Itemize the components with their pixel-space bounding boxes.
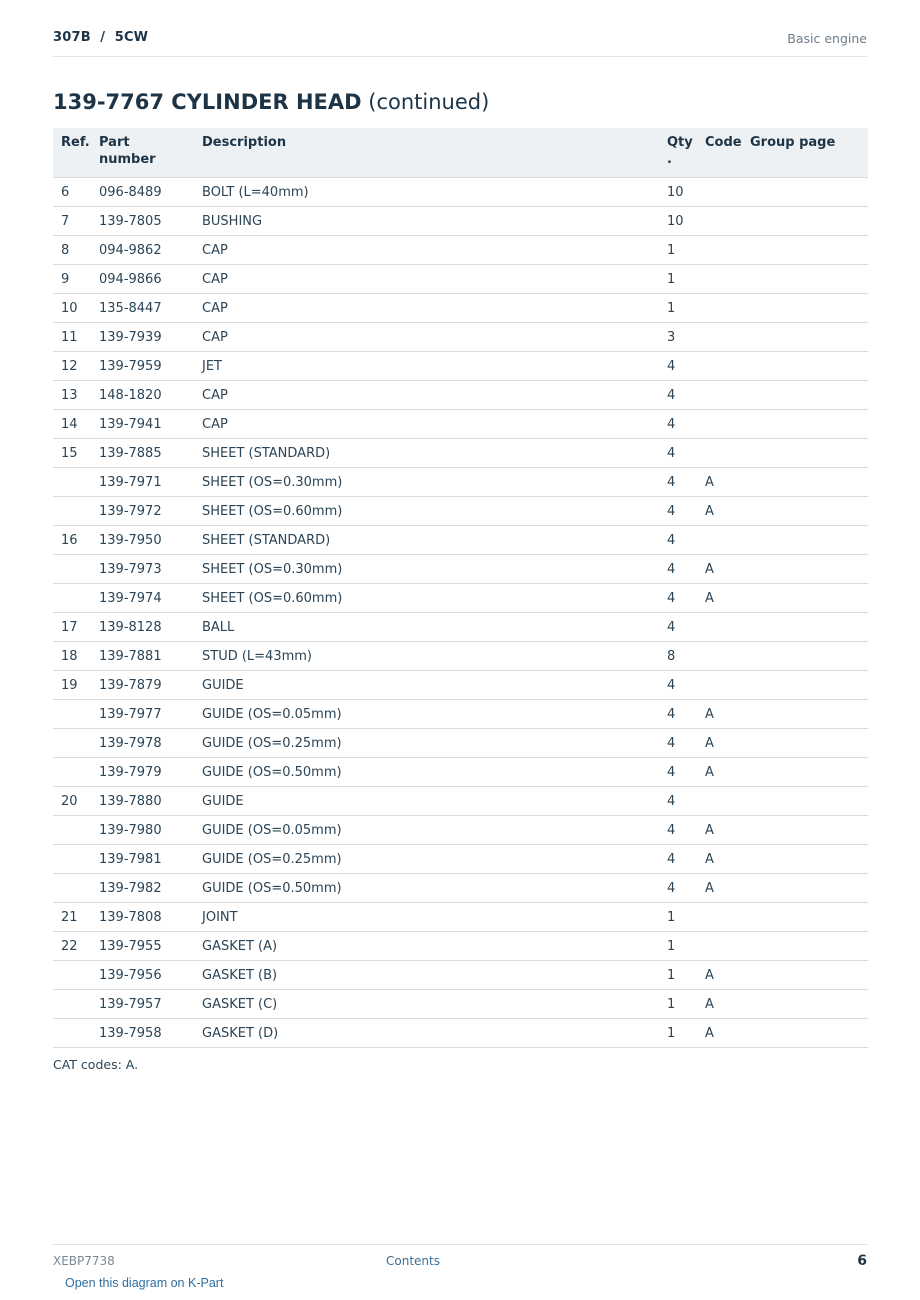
qty-cell: 3 bbox=[659, 323, 697, 352]
table-row bbox=[53, 613, 868, 642]
ref-cell bbox=[53, 555, 91, 584]
code-cell bbox=[697, 207, 742, 236]
ref-cell bbox=[53, 758, 91, 787]
description-cell: GUIDE (OS=0.25mm) bbox=[194, 729, 659, 758]
table-row bbox=[53, 497, 868, 526]
code-cell bbox=[697, 439, 742, 468]
ref-cell bbox=[53, 990, 91, 1019]
description-cell: SHEET (OS=0.30mm) bbox=[194, 555, 659, 584]
ref-cell bbox=[53, 845, 91, 874]
group-page-cell bbox=[742, 236, 868, 265]
table-row bbox=[53, 671, 868, 700]
part-number-cell: 139-7808 bbox=[91, 903, 194, 932]
table-header-row bbox=[53, 128, 868, 178]
group-page-cell bbox=[742, 961, 868, 990]
part-number-cell: 139-7974 bbox=[91, 584, 194, 613]
part-number-cell: 139-7980 bbox=[91, 816, 194, 845]
code-cell: A bbox=[697, 758, 742, 787]
table-row bbox=[53, 265, 868, 294]
qty-cell: 4 bbox=[659, 700, 697, 729]
group-page-cell bbox=[742, 584, 868, 613]
ref-cell: 21 bbox=[53, 903, 91, 932]
qty-cell: 4 bbox=[659, 787, 697, 816]
title-suffix: (continued) bbox=[368, 90, 490, 114]
description-cell: GASKET (C) bbox=[194, 990, 659, 1019]
table-row bbox=[53, 207, 868, 236]
ref-cell bbox=[53, 874, 91, 903]
code-cell bbox=[697, 787, 742, 816]
ref-cell: 14 bbox=[53, 410, 91, 439]
table-row bbox=[53, 555, 868, 584]
part-number-cell: 139-7881 bbox=[91, 642, 194, 671]
group-page-cell bbox=[742, 410, 868, 439]
group-page-cell bbox=[742, 497, 868, 526]
description-cell: GASKET (D) bbox=[194, 1019, 659, 1048]
page-title bbox=[53, 90, 489, 114]
group-page-cell bbox=[742, 555, 868, 584]
description-cell: GASKET (B) bbox=[194, 961, 659, 990]
part-number-cell: 094-9866 bbox=[91, 265, 194, 294]
description-cell: CAP bbox=[194, 381, 659, 410]
group-page-cell bbox=[742, 468, 868, 497]
group-page-cell bbox=[742, 932, 868, 961]
code-cell: A bbox=[697, 497, 742, 526]
col-code-header: Code bbox=[697, 128, 742, 178]
group-page-cell bbox=[742, 352, 868, 381]
page-number: 6 bbox=[857, 1253, 867, 1269]
part-number-cell: 139-7885 bbox=[91, 439, 194, 468]
part-number-cell: 139-7982 bbox=[91, 874, 194, 903]
code-cell: A bbox=[697, 816, 742, 845]
description-cell: SHEET (STANDARD) bbox=[194, 439, 659, 468]
code-cell: A bbox=[697, 990, 742, 1019]
table-row bbox=[53, 352, 868, 381]
group-page-cell bbox=[742, 381, 868, 410]
part-number-cell: 139-7957 bbox=[91, 990, 194, 1019]
description-cell: GUIDE bbox=[194, 787, 659, 816]
part-number-cell: 139-7972 bbox=[91, 497, 194, 526]
group-page-cell bbox=[742, 1019, 868, 1048]
ref-cell bbox=[53, 1019, 91, 1048]
section-label: Basic engine bbox=[787, 31, 867, 46]
qty-cell: 4 bbox=[659, 758, 697, 787]
code-cell: A bbox=[697, 845, 742, 874]
description-cell: SHEET (OS=0.60mm) bbox=[194, 497, 659, 526]
code-cell: A bbox=[697, 1019, 742, 1048]
col-part-header: Part number bbox=[91, 128, 194, 178]
qty-cell: 1 bbox=[659, 990, 697, 1019]
table-row bbox=[53, 903, 868, 932]
col-ref-header: Ref. bbox=[53, 128, 91, 178]
group-page-cell bbox=[742, 845, 868, 874]
qty-cell: 1 bbox=[659, 265, 697, 294]
table-row bbox=[53, 816, 868, 845]
qty-cell: 4 bbox=[659, 526, 697, 555]
parts-table-body bbox=[53, 178, 868, 1048]
qty-cell: 4 bbox=[659, 729, 697, 758]
group-page-cell bbox=[742, 265, 868, 294]
qty-cell: 4 bbox=[659, 555, 697, 584]
part-number-cell: 139-7950 bbox=[91, 526, 194, 555]
ref-cell bbox=[53, 816, 91, 845]
description-cell: GUIDE (OS=0.25mm) bbox=[194, 845, 659, 874]
description-cell: GUIDE (OS=0.50mm) bbox=[194, 874, 659, 903]
col-qty-header: Qty . bbox=[659, 128, 697, 178]
group-page-cell bbox=[742, 729, 868, 758]
table-row bbox=[53, 758, 868, 787]
part-number-cell: 139-7805 bbox=[91, 207, 194, 236]
group-page-cell bbox=[742, 613, 868, 642]
part-number-cell: 096-8489 bbox=[91, 178, 194, 207]
part-number-cell: 139-7977 bbox=[91, 700, 194, 729]
kpart-link[interactable]: Open this diagram on K-Part bbox=[65, 1276, 224, 1290]
code-cell bbox=[697, 352, 742, 381]
ref-cell: 13 bbox=[53, 381, 91, 410]
part-number-cell: 139-7941 bbox=[91, 410, 194, 439]
ref-cell bbox=[53, 497, 91, 526]
part-number-cell: 139-7956 bbox=[91, 961, 194, 990]
ref-cell: 9 bbox=[53, 265, 91, 294]
part-number-cell: 139-7939 bbox=[91, 323, 194, 352]
group-page-cell bbox=[742, 642, 868, 671]
part-number-cell: 139-7978 bbox=[91, 729, 194, 758]
group-page-cell bbox=[742, 787, 868, 816]
ref-cell bbox=[53, 584, 91, 613]
col-desc-header: Description bbox=[194, 128, 659, 178]
part-number-cell: 139-7958 bbox=[91, 1019, 194, 1048]
title-part: 139-7767 CYLINDER HEAD bbox=[53, 90, 362, 114]
document-id: XEBP7738 bbox=[53, 1254, 115, 1268]
table-row bbox=[53, 323, 868, 352]
qty-cell: 4 bbox=[659, 497, 697, 526]
description-cell: GUIDE bbox=[194, 671, 659, 700]
description-cell: JOINT bbox=[194, 903, 659, 932]
part-number-cell: 135-8447 bbox=[91, 294, 194, 323]
description-cell: SHEET (OS=0.60mm) bbox=[194, 584, 659, 613]
group-page-cell bbox=[742, 671, 868, 700]
qty-cell: 1 bbox=[659, 236, 697, 265]
group-page-cell bbox=[742, 758, 868, 787]
code-cell bbox=[697, 671, 742, 700]
group-page-cell bbox=[742, 816, 868, 845]
description-cell: BOLT (L=40mm) bbox=[194, 178, 659, 207]
qty-cell: 1 bbox=[659, 294, 697, 323]
ref-cell: 22 bbox=[53, 932, 91, 961]
qty-cell: 4 bbox=[659, 439, 697, 468]
part-number-cell: 139-7959 bbox=[91, 352, 194, 381]
code-cell bbox=[697, 236, 742, 265]
ref-cell: 19 bbox=[53, 671, 91, 700]
part-number-cell: 139-7955 bbox=[91, 932, 194, 961]
qty-cell: 1 bbox=[659, 932, 697, 961]
description-cell: STUD (L=43mm) bbox=[194, 642, 659, 671]
description-cell: CAP bbox=[194, 410, 659, 439]
group-page-cell bbox=[742, 990, 868, 1019]
code-cell bbox=[697, 323, 742, 352]
table-row bbox=[53, 729, 868, 758]
part-number-cell: 139-7971 bbox=[91, 468, 194, 497]
code-cell bbox=[697, 410, 742, 439]
qty-cell: 4 bbox=[659, 671, 697, 700]
code-cell bbox=[697, 642, 742, 671]
ref-cell: 17 bbox=[53, 613, 91, 642]
qty-cell: 4 bbox=[659, 381, 697, 410]
table-row bbox=[53, 526, 868, 555]
contents-link[interactable]: Contents bbox=[386, 1254, 440, 1268]
part-number-cell: 094-9862 bbox=[91, 236, 194, 265]
group-page-cell bbox=[742, 323, 868, 352]
table-row bbox=[53, 178, 868, 207]
description-cell: BUSHING bbox=[194, 207, 659, 236]
parts-table bbox=[53, 128, 868, 1048]
ref-cell: 8 bbox=[53, 236, 91, 265]
group-page-cell bbox=[742, 874, 868, 903]
table-row bbox=[53, 236, 868, 265]
ref-cell bbox=[53, 700, 91, 729]
qty-cell: 4 bbox=[659, 584, 697, 613]
code-cell bbox=[697, 381, 742, 410]
part-number-cell: 139-8128 bbox=[91, 613, 194, 642]
qty-cell: 1 bbox=[659, 961, 697, 990]
page-footer bbox=[53, 1244, 867, 1275]
part-number-cell: 139-7979 bbox=[91, 758, 194, 787]
code-cell: A bbox=[697, 729, 742, 758]
table-row bbox=[53, 410, 868, 439]
group-page-cell bbox=[742, 903, 868, 932]
ref-cell: 12 bbox=[53, 352, 91, 381]
code-cell: A bbox=[697, 468, 742, 497]
ref-cell: 18 bbox=[53, 642, 91, 671]
table-row bbox=[53, 642, 868, 671]
code-cell bbox=[697, 613, 742, 642]
group-page-cell bbox=[742, 526, 868, 555]
group-page-cell bbox=[742, 439, 868, 468]
table-row bbox=[53, 845, 868, 874]
code-cell bbox=[697, 178, 742, 207]
table-row bbox=[53, 787, 868, 816]
description-cell: GUIDE (OS=0.05mm) bbox=[194, 700, 659, 729]
qty-cell: 10 bbox=[659, 178, 697, 207]
qty-cell: 10 bbox=[659, 207, 697, 236]
description-cell: JET bbox=[194, 352, 659, 381]
description-cell: CAP bbox=[194, 294, 659, 323]
code-cell: A bbox=[697, 555, 742, 584]
qty-cell: 1 bbox=[659, 903, 697, 932]
cat-codes-note: CAT codes: A. bbox=[53, 1057, 139, 1072]
qty-cell: 4 bbox=[659, 410, 697, 439]
qty-cell: 8 bbox=[659, 642, 697, 671]
description-cell: CAP bbox=[194, 323, 659, 352]
group-page-cell bbox=[742, 700, 868, 729]
model-label: 307B / 5CW bbox=[53, 30, 149, 45]
part-number-cell: 139-7973 bbox=[91, 555, 194, 584]
ref-cell bbox=[53, 729, 91, 758]
ref-cell bbox=[53, 961, 91, 990]
qty-cell: 1 bbox=[659, 1019, 697, 1048]
code-cell: A bbox=[697, 700, 742, 729]
page-header bbox=[53, 28, 867, 57]
part-number-cell: 139-7981 bbox=[91, 845, 194, 874]
code-cell bbox=[697, 294, 742, 323]
table-row bbox=[53, 584, 868, 613]
qty-cell: 4 bbox=[659, 352, 697, 381]
table-row bbox=[53, 381, 868, 410]
ref-cell: 7 bbox=[53, 207, 91, 236]
code-cell bbox=[697, 903, 742, 932]
ref-cell: 6 bbox=[53, 178, 91, 207]
code-cell bbox=[697, 932, 742, 961]
description-cell: BALL bbox=[194, 613, 659, 642]
ref-cell: 20 bbox=[53, 787, 91, 816]
table-row bbox=[53, 439, 868, 468]
qty-cell: 4 bbox=[659, 816, 697, 845]
col-group-header: Group page bbox=[742, 128, 868, 178]
ref-cell bbox=[53, 468, 91, 497]
description-cell: CAP bbox=[194, 265, 659, 294]
ref-cell: 16 bbox=[53, 526, 91, 555]
qty-cell: 4 bbox=[659, 845, 697, 874]
group-page-cell bbox=[742, 294, 868, 323]
description-cell: GUIDE (OS=0.05mm) bbox=[194, 816, 659, 845]
code-cell: A bbox=[697, 874, 742, 903]
description-cell: GUIDE (OS=0.50mm) bbox=[194, 758, 659, 787]
part-number-cell: 148-1820 bbox=[91, 381, 194, 410]
ref-cell: 11 bbox=[53, 323, 91, 352]
table-row bbox=[53, 700, 868, 729]
table-row bbox=[53, 932, 868, 961]
description-cell: CAP bbox=[194, 236, 659, 265]
qty-cell: 4 bbox=[659, 874, 697, 903]
ref-cell: 15 bbox=[53, 439, 91, 468]
part-number-cell: 139-7880 bbox=[91, 787, 194, 816]
group-page-cell bbox=[742, 207, 868, 236]
code-cell bbox=[697, 265, 742, 294]
description-cell: GASKET (A) bbox=[194, 932, 659, 961]
group-page-cell bbox=[742, 178, 868, 207]
table-row bbox=[53, 294, 868, 323]
code-cell bbox=[697, 526, 742, 555]
table-row bbox=[53, 961, 868, 990]
part-number-cell: 139-7879 bbox=[91, 671, 194, 700]
qty-cell: 4 bbox=[659, 468, 697, 497]
description-cell: SHEET (STANDARD) bbox=[194, 526, 659, 555]
qty-cell: 4 bbox=[659, 613, 697, 642]
code-cell: A bbox=[697, 584, 742, 613]
table-row bbox=[53, 874, 868, 903]
table-row bbox=[53, 990, 868, 1019]
ref-cell: 10 bbox=[53, 294, 91, 323]
code-cell: A bbox=[697, 961, 742, 990]
description-cell: SHEET (OS=0.30mm) bbox=[194, 468, 659, 497]
table-row bbox=[53, 1019, 868, 1048]
table-row bbox=[53, 468, 868, 497]
